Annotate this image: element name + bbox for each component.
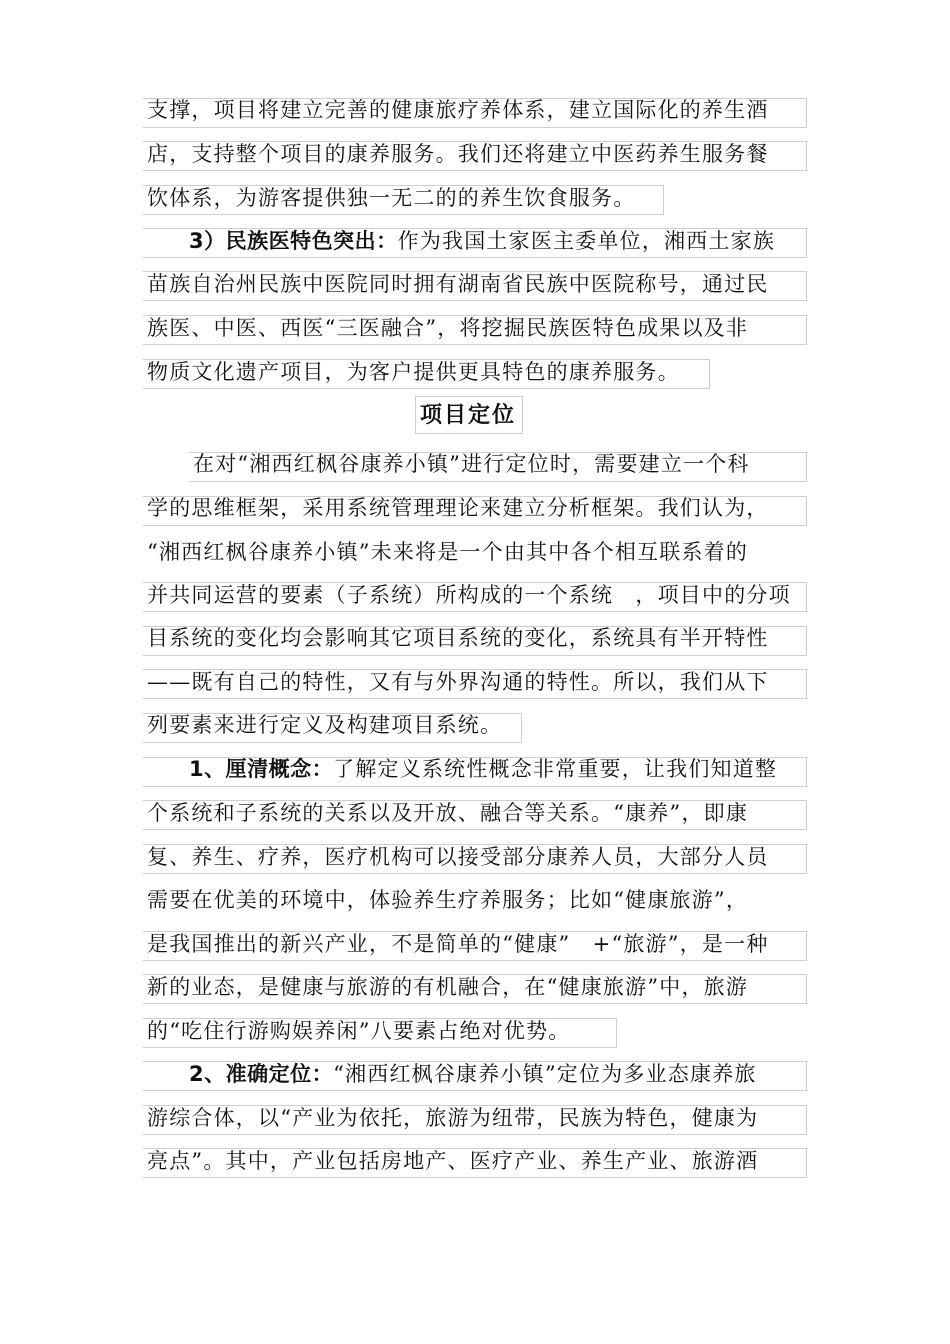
text-span: 作为我国土家医主委单位，湘西土家族 <box>397 229 776 253</box>
text-line: 个系统和子系统的关系以及开放、融合等关系。“康养”，即康 <box>147 801 749 825</box>
text-line: 新的业态，是健康与旅游的有机融合，在“健康旅游”中，旅游 <box>147 975 749 999</box>
paragraph-first-line: 在对“湘西红枫谷康养小镇”进行定位时，需要建立一个科 <box>193 452 750 476</box>
text-span: “湘西红枫谷康养小镇”定位为多业态康养旅 <box>333 1062 757 1086</box>
text-line: 店，支持整个项目的康养服务。我们还将建立中医药养生服务餐 <box>147 142 769 166</box>
text-line: 游综合体，以“产业为依托，旅游为纽带，民族为特色，健康为 <box>147 1106 759 1130</box>
text-line: 支撑，项目将建立完善的健康旅疗养体系，建立国际化的养生酒 <box>147 98 769 122</box>
text-line: ——既有自己的特性，又有与外界沟通的特性。所以，我们从下 <box>147 670 769 694</box>
text-line: 需要在优美的环境中，体验养生疗养服务；比如“健康旅游”， <box>147 888 749 912</box>
text-line: “湘西红枫谷康养小镇”未来将是一个由其中各个相互联系着的 <box>147 540 749 564</box>
text-line: 的“吃住行游购娱养闲”八要素占绝对优势。 <box>147 1019 571 1043</box>
text-span: 了解定义系统性概念非常重要，让我们知道整 <box>333 757 778 781</box>
text-line: 饮体系，为游客提供独一无二的的养生饮食服务。 <box>147 186 636 210</box>
text-line: 并共同运营的要素（子系统）所构成的一个系统 ，项目中的分项 <box>147 583 791 607</box>
text-line: 物质文化遗产项目，为客户提供更具特色的康养服务。 <box>147 360 680 384</box>
text-line: 族医、中医、西医“三医融合”，将挖掘民族医特色成果以及非 <box>147 316 749 340</box>
point-label: 1、厘清概念： <box>189 757 334 781</box>
text-line: 学的思维框架，采用系统管理理论来建立分析框架。我们认为， <box>147 496 769 520</box>
section-heading: 项目定位 <box>420 402 517 428</box>
text-line: 是我国推出的新兴产业，不是简单的“健康” +“旅游”，是一种 <box>147 932 769 956</box>
point-label: 2、准确定位： <box>189 1062 334 1086</box>
text-line: 列要素来进行定义及构建项目系统。 <box>147 713 503 737</box>
text-line: 目系统的变化均会影响其它项目系统的变化，系统具有半开特性 <box>147 626 769 650</box>
text-line: 苗族自治州民族中医院同时拥有湖南省民族中医院称号，通过民 <box>147 272 769 296</box>
paragraph-first-line <box>189 1058 757 1090</box>
paragraph-first-line <box>189 753 777 785</box>
paragraph-first-line <box>189 225 775 257</box>
text-line: 亮点”。其中，产业包括房地产、医疗产业、养生产业、旅游酒 <box>147 1149 759 1173</box>
text-line: 复、养生、疗养，医疗机构可以接受部分康养人员，大部分人员 <box>147 845 769 869</box>
point-label: 3）民族医特色突出： <box>189 229 398 253</box>
